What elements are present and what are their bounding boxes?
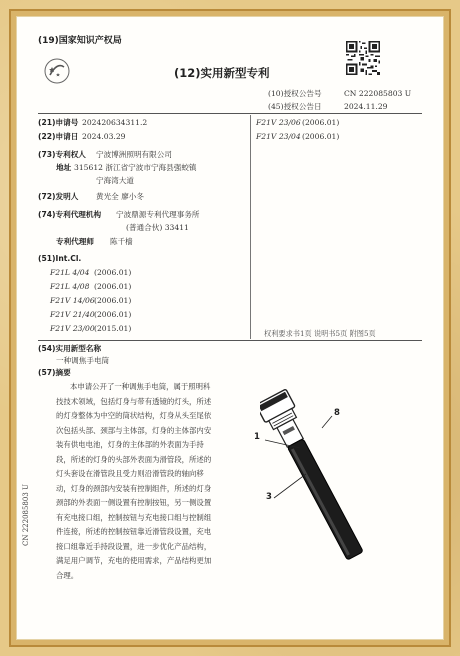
inventors: 黄光全 廖小冬 (96, 192, 144, 201)
figure-label: 8 (334, 408, 340, 418)
pub-date-label: (45)授权公告日 (268, 102, 322, 111)
abstract-text (56, 380, 252, 583)
abstract-line: 次包括头部、颈部与主体部，灯身的主体部内安 (56, 425, 212, 435)
ipc-version: (2015.01) (94, 324, 132, 333)
patent-page (16, 16, 444, 640)
title-label: (54)实用新型名称 (38, 344, 102, 353)
abstract-line: 技技术领域，包括灯身与带有透镜的灯头，所述 (56, 396, 212, 406)
side-publication-number: CN 222085803 U (22, 484, 30, 546)
flashlight-drawing (260, 366, 410, 606)
abstract-line: 的灯身整体为中空的筒状结构，灯身从头至尾依 (56, 411, 212, 420)
ipc-code: F21L 4/08 (50, 282, 90, 291)
doc-type: (12)实用新型专利 (174, 66, 270, 80)
ipc-version: (2006.01) (302, 132, 340, 141)
app-date: 2024.03.29 (82, 132, 126, 141)
abstract-label: (57)摘要 (38, 368, 71, 377)
abstract-line: 颈部的外表面一侧设置有控制按钮，另一侧设置 (56, 498, 212, 507)
ipc-code: F21V 14/06 (50, 296, 95, 305)
pub-date: 2024.11.29 (344, 102, 388, 111)
ipc-version: (2006.01) (302, 118, 340, 127)
abstract-line: 合理。 (56, 570, 79, 580)
page-count: 权利要求书1页 说明书5页 附图5页 (264, 329, 376, 338)
app-no-label: (21)申请号 (38, 118, 79, 127)
agency-line2: (普通合伙) 33411 (126, 223, 189, 232)
office-name: (19)国家知识产权局 (38, 36, 122, 46)
ipc-code: F21V 21/40 (50, 310, 95, 319)
ipc-version: (2006.01) (94, 296, 132, 305)
abstract-line: 满足用户调节，充电的使用需求，产品结构更加 (56, 556, 212, 565)
ipc-code: F21V 23/00 (50, 324, 95, 333)
patentee: 宁波博洲照明有限公司 (96, 150, 172, 159)
ipc-version: (2006.01) (94, 310, 132, 319)
address-line1: 315612 浙江省宁波市宁海县强蛟镇 (74, 163, 197, 172)
pub-no: CN 222085803 U (344, 89, 412, 98)
pub-no-label: (10)授权公告号 (268, 89, 322, 98)
abstract-line: 装有供电电池，灯身的主体部的外表面为手持 (56, 440, 204, 449)
qr-code (346, 41, 380, 75)
agency-line1: 宁波鼎源专利代理事务所 (116, 210, 200, 219)
address-line2: 宁海湾大道 (96, 176, 134, 185)
agent: 陈千樯 (110, 237, 133, 246)
abstract-line: 接口组靠近手持段设置，进一步优化产品结构， (56, 541, 212, 551)
agency-label: (74)专利代理机构 (38, 210, 102, 219)
figure-label: 1 (254, 432, 260, 442)
inventor-label: (72)发明人 (38, 192, 79, 201)
abstract-line: 本申请公开了一种调焦手电筒，属于照明科 (70, 382, 211, 391)
agent-label: 专利代理师 (56, 237, 94, 246)
ipc-version: (2006.01) (94, 282, 132, 291)
ipc-code: F21V 23/06 (256, 118, 301, 127)
ipc-code: F21V 23/04 (256, 132, 301, 141)
app-date-label: (22)申请日 (38, 132, 79, 141)
ipc-code: F21L 4/04 (50, 268, 90, 277)
abstract-line: 动，灯身的颈部内安装有控制组件，所述的灯身 (56, 483, 212, 493)
column-divider (250, 115, 251, 339)
ipc-version: (2006.01) (94, 268, 132, 277)
abstract-line: 段，所述的灯身的头部外表面为滑管段，所述的 (56, 454, 212, 464)
abstract-line: 有充电接口组，控制按钮与充电接口组与控制组 (56, 512, 212, 522)
intcl-label: (51)Int.Cl. (38, 254, 82, 263)
cnipa-emblem-icon (44, 58, 70, 84)
address-label: 地址 (56, 163, 72, 172)
header-divider (38, 113, 422, 114)
patentee-label: (73)专利权人 (38, 150, 86, 159)
utility-model-title: 一种调焦手电筒 (56, 356, 110, 365)
abstract-line: 灯头套设在滑管段且受力则沿滑管段的轴向移 (56, 469, 204, 478)
app-no: 202420634311.2 (82, 118, 148, 127)
section-divider (38, 340, 422, 341)
figure-label: 3 (266, 492, 272, 502)
abstract-line: 件连接，所述的控制按钮靠近滑管段设置，充电 (56, 527, 212, 536)
